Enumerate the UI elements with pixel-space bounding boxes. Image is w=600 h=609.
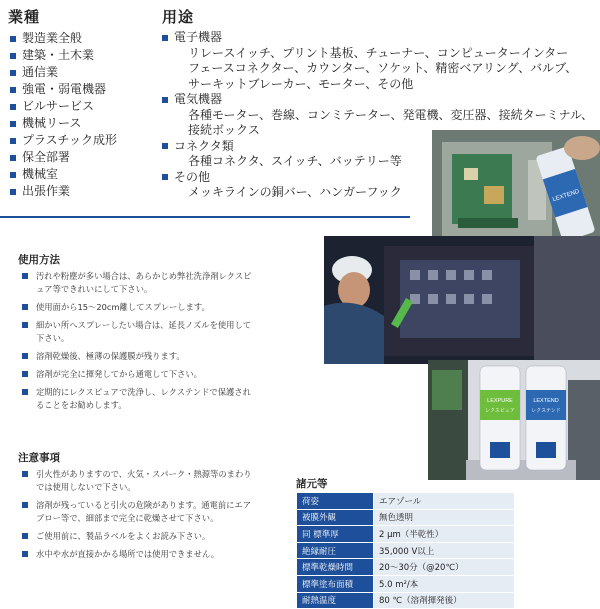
industry-label: プラスチック成形 (22, 133, 118, 147)
cautions-item (22, 468, 254, 494)
spec-row (297, 559, 515, 576)
industries-list (10, 30, 117, 200)
use-detail-line: 各種コネクタ、スイッチ、バッテリー等 (188, 154, 402, 168)
spec-row (297, 526, 515, 543)
industry-item (10, 149, 117, 166)
method-text: 溶剤乾燥後、極薄の保護膜が残ります。 (36, 351, 185, 361)
industry-label: 機械リース (22, 116, 82, 130)
cautions-text: ご使用前に、製品ラベルをよくお読み下さい。 (36, 531, 211, 541)
photo-spray-circuit-box (432, 130, 600, 250)
spec-row (297, 493, 515, 510)
industry-label: 機械室 (22, 167, 59, 181)
bullet-icon (10, 70, 16, 76)
use-category-label: コネクタ類 (174, 138, 234, 153)
industry-label: 強電・弱電機器 (22, 82, 107, 96)
bullet-icon (10, 104, 16, 110)
cautions-title: 注意事項 (18, 452, 60, 464)
bullet-icon (10, 36, 16, 42)
can1-sublabel: レクスピュア (485, 408, 515, 414)
method-text: 溶剤が完全に揮発してから通電して下さい。 (36, 369, 202, 379)
spec-value: 35,000 V以上 (374, 542, 515, 559)
bullet-icon (10, 189, 16, 195)
spec-key: 同 標準厚 (297, 526, 374, 543)
industry-label: 通信業 (22, 65, 59, 79)
bullet-icon (22, 389, 28, 395)
spec-key: 荷姿 (297, 493, 374, 510)
use-category (162, 30, 593, 46)
spec-row (297, 542, 515, 559)
bullet-icon (22, 551, 28, 557)
uses-title: 用途 (162, 8, 195, 26)
use-detail-line: サーキットブレーカー、モーター、その他 (188, 76, 414, 91)
industries-title: 業種 (8, 8, 41, 26)
photo-worker-spraying (324, 236, 600, 364)
bullet-icon (162, 174, 168, 180)
method-title: 使用方法 (18, 254, 60, 266)
spec-value: 2 μm（半乾性） (374, 526, 515, 543)
bullet-icon (22, 371, 28, 377)
specs-table (296, 492, 515, 609)
bullet-icon (162, 97, 168, 103)
bullet-icon (22, 353, 28, 359)
cautions-item (22, 548, 254, 561)
industry-label: 保全部署 (22, 150, 71, 164)
industry-label: ビルサービス (22, 99, 95, 113)
spec-value: 80 ℃（溶剤揮発後） (374, 592, 515, 609)
can2-sublabel: レクステンド (531, 408, 561, 414)
industry-item (10, 64, 117, 81)
bullet-icon (10, 155, 16, 161)
bullet-icon (22, 273, 28, 279)
method-text: 細かい所へスプレーしたい場合は、延長ノズルを使用して下さい。 (36, 320, 252, 343)
can-top-label: LEXTEND (551, 188, 581, 204)
spec-row (297, 509, 515, 526)
bullet-icon (162, 35, 168, 41)
specs-title: 諸元等 (296, 478, 328, 490)
bullet-icon (10, 121, 16, 127)
spec-key: 標準乾燥時間 (297, 559, 374, 576)
bullet-icon (22, 502, 28, 508)
photo-product-cans (428, 360, 600, 480)
spec-value: 20～30分（@20℃） (374, 559, 515, 576)
industry-item (10, 81, 117, 98)
spec-value: 5.0 m²/本 (374, 575, 515, 592)
method-list (22, 270, 254, 417)
use-detail-line: 各種モーター、巻線、コンミテーター、発電機、変圧器、接続ターミナル、 (188, 107, 594, 122)
industry-item (10, 183, 117, 200)
method-item (22, 319, 254, 345)
cautions-item (22, 499, 254, 525)
method-item (22, 350, 254, 363)
bullet-icon (22, 533, 28, 539)
bullet-icon (22, 304, 28, 310)
method-text: 使用面から15～20cm離してスプレーします。 (36, 302, 210, 312)
industry-item (10, 115, 117, 132)
industry-item (10, 98, 117, 115)
bullet-icon (22, 322, 28, 328)
industry-label: 製造業全般 (22, 31, 83, 45)
method-item (22, 368, 254, 381)
bullet-icon (10, 138, 16, 144)
bullet-icon (10, 53, 16, 59)
bullet-icon (10, 172, 16, 178)
use-category-label: 電子機器 (174, 30, 223, 44)
cautions-text: 水中や水が直接かかる場所では使用できません。 (36, 549, 220, 559)
use-detail-line: メッキラインの銅バー、ハンガーフック (188, 185, 402, 199)
method-item (22, 301, 254, 314)
method-item (22, 386, 254, 412)
cautions-text: 溶剤が残っていると引火の危険があります。通電前にエアブロー等で、細部まで完全に乾燥させて下さい。 (36, 500, 252, 523)
spec-key: 絶縁耐圧 (297, 542, 374, 559)
industry-item (10, 166, 117, 183)
industry-label: 出張作業 (22, 184, 71, 198)
use-detail-line: 接続ボックス (188, 123, 260, 137)
use-detail-line: フェースコネクター、カウンター、ソケット、精密ベアリング、バルブ、 (188, 61, 578, 75)
use-category-label: その他 (174, 169, 211, 184)
bullet-icon (22, 471, 28, 477)
method-text: 定期的にレクスピュアで洗浄し、レクステンドで保護されることをお勧めします。 (36, 387, 251, 410)
use-category-label: 電気機器 (174, 92, 223, 106)
spec-value: 無色透明 (374, 509, 515, 526)
spec-row (297, 575, 515, 592)
industry-item (10, 30, 117, 47)
cautions-text: 引火性がありますので、火気・スパーク・熱源等のまわりでは使用しないで下さい。 (36, 469, 252, 492)
bullet-icon (10, 87, 16, 93)
spec-key: 標準塗布面積 (297, 575, 374, 592)
use-category (162, 92, 593, 108)
method-text: 汚れや粉塵が多い場合は、あらかじめ弊社洗浄剤レクスピュア等できれいにして下さい。 (36, 271, 252, 294)
industry-item (10, 47, 117, 64)
industry-label: 建築・土木業 (22, 48, 95, 62)
section-divider (0, 216, 410, 218)
bullet-icon (162, 143, 168, 149)
spec-row (297, 592, 515, 609)
spec-value: エアゾール (374, 493, 515, 510)
use-detail-line: リレースイッチ、プリント基板、チューナー、コンピューターインター (188, 45, 569, 60)
spec-key: 耐熱温度 (297, 592, 374, 609)
industry-item (10, 132, 117, 149)
can2-label: LEXTEND (533, 398, 559, 404)
cautions-list (22, 468, 254, 566)
spec-key: 被膜外観 (297, 509, 374, 526)
can1-label: LEXPURE (487, 398, 513, 404)
method-item (22, 270, 254, 296)
cautions-item (22, 530, 254, 543)
